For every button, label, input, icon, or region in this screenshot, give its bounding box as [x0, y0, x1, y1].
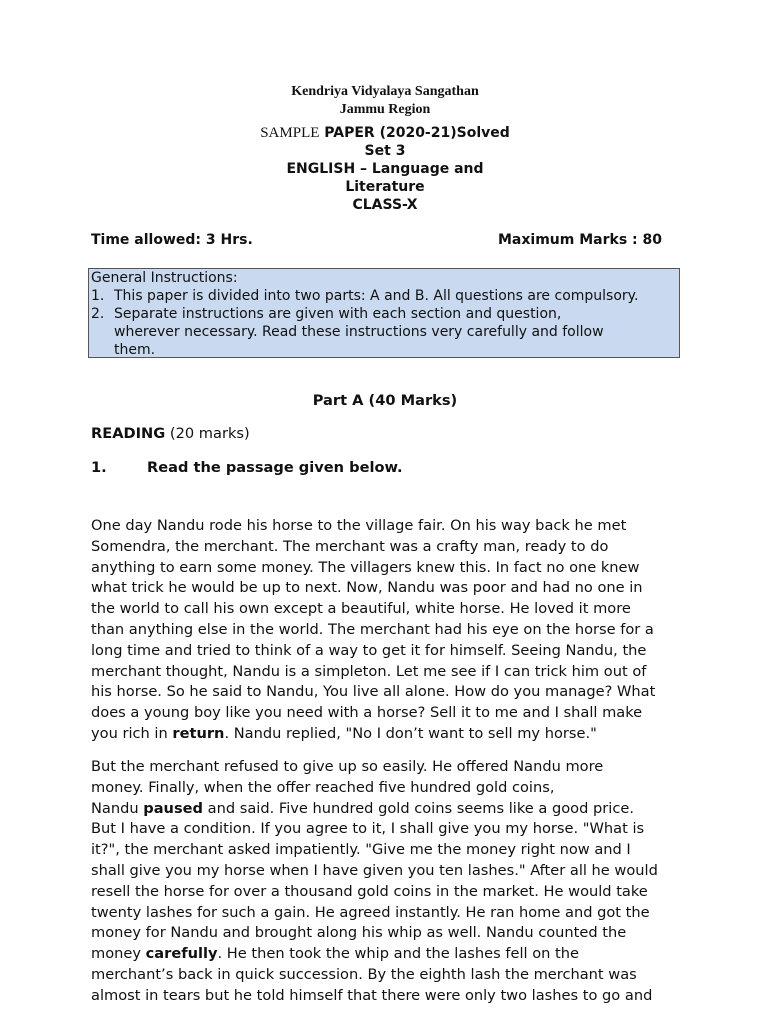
instruction-item — [91, 287, 679, 305]
paper-title — [0, 124, 770, 142]
sample-word: SAMPLE — [260, 125, 320, 141]
passage-paragraph-1 — [91, 516, 691, 745]
instruction-text: Separate instructions are given with each section and question, — [114, 306, 562, 322]
part-a-heading: Part A (40 Marks) — [312, 392, 458, 409]
reading-label: READING — [91, 425, 166, 442]
passage-line: resell the horse for over a thousand gold coins in the market. He would take — [91, 882, 648, 900]
passage-line: anything to earn some money. The villagers knew this. In fact no one knew — [91, 558, 640, 576]
subject-line-2: Literature — [345, 179, 425, 195]
passage-line: it?", the merchant asked impatiently. "Give me the money right now and I — [91, 841, 631, 859]
passage-line: does a young boy like you need with a horse? Sell it to me and I shall make — [91, 704, 643, 722]
passage-line: you rich in return. Nandu replied, "No I don’t want to sell my horse." — [91, 724, 597, 742]
reading-heading — [91, 425, 250, 442]
bold-word-paused: paused — [143, 799, 203, 817]
passage-line: almost in tears but he told himself that there were only two lashes to go and — [91, 986, 653, 1004]
class-label: CLASS-X — [352, 197, 418, 213]
bold-word-return: return — [172, 724, 225, 742]
passage-line: than anything else in the world. The merchant had his eye on the horse for a — [91, 620, 654, 638]
general-instructions-box — [88, 268, 680, 358]
passage-line: money. Finally, when the offer reached five hundred gold coins, — [91, 778, 555, 796]
question-1 — [91, 459, 403, 476]
passage-line: his horse. So he said to Nandu, You live all alone. How do you manage? What — [91, 683, 656, 701]
passage-line: twenty lashes for such a gain. He agreed instantly. He ran home and got the — [91, 903, 650, 921]
question-text: Read the passage given below. — [147, 459, 403, 476]
passage-line: money for Nandu and brought along his whip as well. Nandu counted the — [91, 924, 627, 942]
maximum-marks: Maximum Marks : 80 — [498, 232, 662, 248]
instruction-item — [91, 305, 679, 323]
time-allowed: Time allowed: 3 Hrs. — [91, 232, 253, 248]
instruction-text: This paper is divided into two parts: A and B. All questions are compulsory. — [114, 288, 639, 304]
instruction-text: wherever necessary. Read these instructions very carefully and follow — [114, 324, 604, 340]
passage-line: the world to call his own except a beautiful, white horse. He loved it more — [91, 600, 631, 618]
passage-line: But I have a condition. If you agree to it, I shall give you my horse. "What is — [91, 820, 645, 838]
passage-line: merchant’s back in quick succession. By the eighth lash the merchant was — [91, 965, 637, 983]
set-label: Set 3 — [364, 143, 406, 159]
passage-line: what trick he would be up to next. Now, Nandu was poor and had no one in — [91, 579, 643, 597]
passage-line: Somendra, the merchant. The merchant was a crafty man, ready to do — [91, 537, 609, 555]
bold-word-carefully: carefully — [145, 945, 218, 963]
paper-title-text: PAPER (2020-21)Solved — [324, 125, 510, 141]
region-name: Jammu Region — [339, 102, 431, 117]
passage-line: merchant thought, Nandu is a simpleton. Let me see if I can trick him out of — [91, 662, 647, 680]
passage-line: shall give you my horse when I have given you ten lashes." After all he would — [91, 861, 658, 879]
org-name: Kendriya Vidyalaya Sangathan — [291, 84, 479, 99]
subject-line-1: ENGLISH – Language and — [286, 161, 484, 177]
reading-marks: (20 marks) — [169, 425, 250, 442]
instruction-number: 2. — [91, 306, 105, 322]
question-number: 1. — [91, 459, 107, 476]
instruction-number: 1. — [91, 288, 105, 304]
passage-line: But the merchant refused to give up so easily. He offered Nandu more — [91, 758, 604, 775]
instruction-text: them. — [114, 342, 156, 358]
passage-line: Nandu paused and said. Five hundred gold coins seems like a good price. — [91, 799, 634, 817]
passage-line: money carefully. He then took the whip and the lashes fell on the — [91, 945, 580, 963]
passage-line: long time and tried to think of a way to get it for himself. Seeing Nandu, the — [91, 641, 647, 659]
instructions-title: General Instructions: — [91, 270, 238, 286]
passage-paragraph-2 — [91, 757, 691, 1007]
passage-line: One day Nandu rode his horse to the village fair. On his way back he met — [91, 517, 627, 534]
